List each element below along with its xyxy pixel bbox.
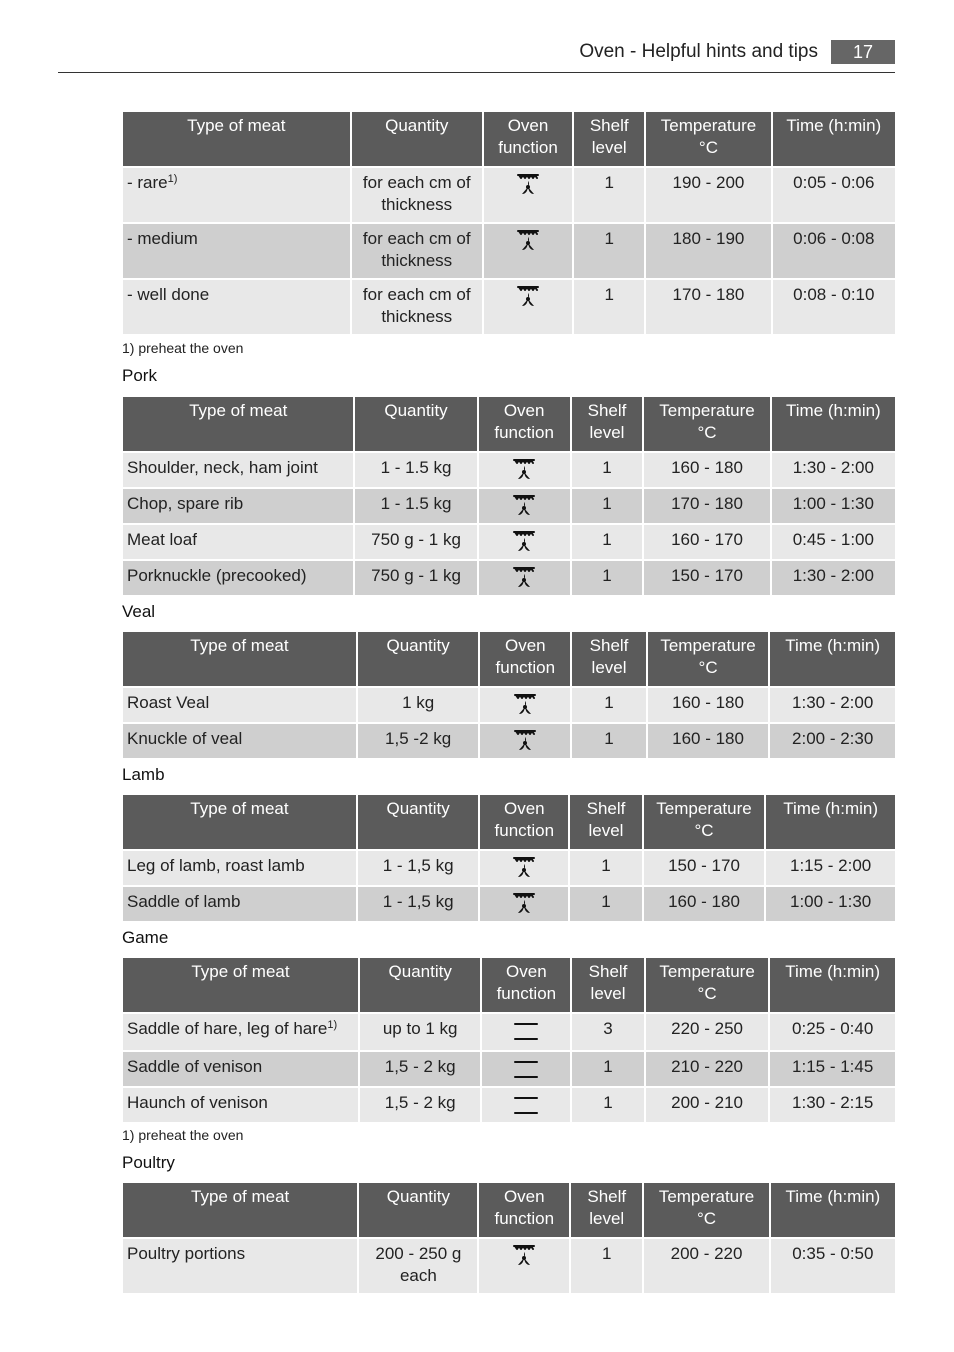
footnote: 1) preheat the oven	[122, 340, 244, 356]
pork-table	[121, 395, 897, 597]
col-quantity: Quantity	[355, 397, 476, 451]
footnote-marker: 1)	[327, 1019, 338, 1031]
col-shelf-level: Shelf level	[574, 112, 644, 166]
section-title-poultry: Poultry	[122, 1153, 175, 1172]
oven-function-cell	[479, 525, 570, 559]
page-header	[58, 38, 895, 73]
temperature-cell: 160 - 180	[648, 688, 769, 722]
meat-type-cell: - medium	[123, 224, 350, 278]
col-temperature: Temperature °C	[646, 958, 769, 1012]
temperature-cell: 200 - 220	[644, 1239, 768, 1293]
game-table	[121, 956, 897, 1124]
col-quantity: Quantity	[352, 112, 482, 166]
table-row	[123, 168, 895, 222]
shelf-level-cell: 1	[572, 724, 646, 758]
shelf-level-cell: 1	[572, 453, 643, 487]
col-temperature: Temperature °C	[644, 1183, 768, 1237]
time-cell: 0:06 - 0:08	[773, 224, 895, 278]
shelf-level-cell: 1	[572, 561, 643, 595]
meat-type-cell: Saddle of venison	[123, 1052, 358, 1086]
col-shelf-level: Shelf level	[571, 1183, 642, 1237]
table-row	[123, 688, 895, 722]
oven-function-cell	[479, 1239, 569, 1293]
meat-type-cell: Roast Veal	[123, 688, 356, 722]
page-title: Oven - Helpful hints and tips	[579, 41, 818, 62]
table-row	[123, 887, 895, 921]
col-oven-function: Oven function	[479, 397, 570, 451]
table-row	[123, 851, 895, 885]
temperature-cell: 200 - 210	[646, 1088, 769, 1122]
time-cell: 1:30 - 2:15	[770, 1088, 895, 1122]
col-temperature: Temperature °C	[648, 632, 769, 686]
temperature-cell: 150 - 170	[644, 561, 769, 595]
shelf-level-cell: 1	[570, 851, 642, 885]
quantity-cell: 1,5 - 2 kg	[360, 1052, 481, 1086]
col-shelf-level: Shelf level	[572, 397, 643, 451]
quantity-cell: 1 - 1.5 kg	[355, 489, 476, 523]
oven-function-cell	[479, 561, 570, 595]
grill-fan-icon	[511, 855, 537, 881]
meat-type-cell: - well done	[123, 280, 350, 334]
quantity-cell: 1 - 1,5 kg	[358, 887, 479, 921]
oven-function-cell	[480, 851, 568, 885]
temperature-cell: 170 - 180	[646, 280, 770, 334]
grill-fan-icon	[512, 692, 538, 718]
poultry-table	[121, 1181, 897, 1295]
lamb-table	[121, 793, 897, 923]
time-cell: 1:30 - 2:00	[772, 453, 895, 487]
time-cell: 0:05 - 0:06	[773, 168, 895, 222]
quantity-cell: 1,5 - 2 kg	[360, 1088, 481, 1122]
shelf-level-cell: 1	[574, 168, 644, 222]
shelf-level-cell: 1	[570, 887, 642, 921]
oven-function-cell	[480, 887, 568, 921]
meat-type-cell: Meat loaf	[123, 525, 353, 559]
quantity-cell: 1 - 1,5 kg	[358, 851, 479, 885]
oven-function-cell	[479, 489, 570, 523]
table-row	[123, 724, 895, 758]
temperature-cell: 160 - 180	[644, 887, 765, 921]
quantity-cell: 1 kg	[358, 688, 479, 722]
footnote: 1) preheat the oven	[122, 1127, 244, 1143]
meat-type-cell: Saddle of hare, leg of hare$^{1)}$	[123, 1014, 358, 1050]
grill-fan-icon	[511, 529, 537, 555]
shelf-level-cell: 1	[572, 489, 643, 523]
col-quantity: Quantity	[359, 1183, 477, 1237]
col-shelf-level: Shelf level	[572, 958, 644, 1012]
col-type-of-meat: Type of meat	[123, 632, 356, 686]
col-type-of-meat: Type of meat	[123, 958, 358, 1012]
meat-type-cell: Shoulder, neck, ham joint	[123, 453, 353, 487]
quantity-cell: 1,5 -2 kg	[358, 724, 479, 758]
col-time: Time (h:min)	[771, 1183, 895, 1237]
oven-function-cell	[479, 453, 570, 487]
oven-function-cell	[484, 224, 572, 278]
col-time: Time (h:min)	[770, 632, 895, 686]
grill-fan-icon	[511, 493, 537, 519]
col-time: Time (h:min)	[770, 958, 895, 1012]
time-cell: 0:35 - 0:50	[771, 1239, 895, 1293]
meat-type-cell: - rare$^{1)}$	[123, 168, 350, 222]
temperature-cell: 150 - 170	[644, 851, 765, 885]
table-row	[123, 561, 895, 595]
temperature-cell: 210 - 220	[646, 1052, 769, 1086]
col-oven-function: Oven function	[484, 112, 572, 166]
table-row	[123, 1052, 895, 1086]
page-number: 17	[831, 40, 895, 64]
meat-type-cell: Porknuckle (precooked)	[123, 561, 353, 595]
grill-fan-icon	[515, 172, 541, 198]
col-oven-function: Oven function	[479, 1183, 569, 1237]
shelf-level-cell: 1	[571, 1239, 642, 1293]
veal-table	[121, 630, 897, 760]
table-row	[123, 525, 895, 559]
quantity-cell: 750 g - 1 kg	[355, 561, 476, 595]
quantity-cell: 200 - 250 g each	[359, 1239, 477, 1293]
col-shelf-level: Shelf level	[572, 632, 646, 686]
meat-type-cell: Chop, spare rib	[123, 489, 353, 523]
col-shelf-level: Shelf level	[570, 795, 642, 849]
col-oven-function: Oven function	[482, 958, 570, 1012]
oven-function-cell	[484, 168, 572, 222]
grill-fan-icon	[515, 228, 541, 254]
top-bottom-heat-icon	[513, 1092, 539, 1118]
shelf-level-cell: 1	[572, 688, 646, 722]
quantity-cell: for each cm of thickness	[352, 224, 482, 278]
shelf-level-cell: 1	[572, 1088, 644, 1122]
time-cell: 0:08 - 0:10	[773, 280, 895, 334]
temperature-cell: 170 - 180	[644, 489, 769, 523]
table-row	[123, 224, 895, 278]
quantity-cell: for each cm of thickness	[352, 168, 482, 222]
meat-type-cell: Knuckle of veal	[123, 724, 356, 758]
meat-type-cell: Haunch of venison	[123, 1088, 358, 1122]
col-oven-function: Oven function	[480, 795, 568, 849]
grill-fan-icon	[511, 457, 537, 483]
col-time: Time (h:min)	[773, 112, 895, 166]
oven-function-cell	[482, 1014, 570, 1050]
time-cell: 1:30 - 2:00	[770, 688, 895, 722]
shelf-level-cell: 3	[572, 1014, 644, 1050]
shelf-level-cell: 1	[572, 1052, 644, 1086]
section-title-veal: Veal	[122, 602, 156, 621]
temperature-cell: 220 - 250	[646, 1014, 769, 1050]
col-oven-function: Oven function	[480, 632, 570, 686]
quantity-cell: 1 - 1.5 kg	[355, 453, 476, 487]
shelf-level-cell: 1	[574, 280, 644, 334]
time-cell: 2:00 - 2:30	[770, 724, 895, 758]
col-type-of-meat: Type of meat	[123, 1183, 357, 1237]
time-cell: 0:45 - 1:00	[772, 525, 895, 559]
grill-fan-icon	[511, 891, 537, 917]
col-temperature: Temperature °C	[646, 112, 770, 166]
time-cell: 1:00 - 1:30	[772, 489, 895, 523]
col-temperature: Temperature °C	[644, 397, 769, 451]
col-type-of-meat: Type of meat	[123, 795, 356, 849]
time-cell: 1:15 - 1:45	[770, 1052, 895, 1086]
col-quantity: Quantity	[358, 632, 479, 686]
table-row	[123, 489, 895, 523]
section-title-game: Game	[122, 928, 169, 947]
beef-table	[121, 110, 897, 336]
grill-fan-icon	[515, 284, 541, 310]
section-title-pork: Pork	[122, 366, 157, 385]
top-bottom-heat-icon	[513, 1056, 539, 1082]
oven-function-cell	[480, 724, 570, 758]
quantity-cell: up to 1 kg	[360, 1014, 481, 1050]
col-quantity: Quantity	[360, 958, 481, 1012]
oven-function-cell	[482, 1052, 570, 1086]
col-time: Time (h:min)	[766, 795, 895, 849]
temperature-cell: 160 - 180	[648, 724, 769, 758]
grill-fan-icon	[511, 1243, 537, 1269]
shelf-level-cell: 1	[574, 224, 644, 278]
table-row	[123, 453, 895, 487]
grill-fan-icon	[512, 728, 538, 754]
table-row	[123, 1088, 895, 1122]
footnote-marker: 1)	[167, 173, 178, 185]
col-quantity: Quantity	[358, 795, 479, 849]
temperature-cell: 160 - 170	[644, 525, 769, 559]
col-temperature: Temperature °C	[644, 795, 765, 849]
col-time: Time (h:min)	[772, 397, 895, 451]
oven-function-cell	[482, 1088, 570, 1122]
meat-type-cell: Poultry portions	[123, 1239, 357, 1293]
time-cell: 1:30 - 2:00	[772, 561, 895, 595]
table-row	[123, 280, 895, 334]
quantity-cell: 750 g - 1 kg	[355, 525, 476, 559]
col-type-of-meat: Type of meat	[123, 112, 350, 166]
oven-function-cell	[484, 280, 572, 334]
temperature-cell: 160 - 180	[644, 453, 769, 487]
time-cell: 1:00 - 1:30	[766, 887, 895, 921]
time-cell: 1:15 - 2:00	[766, 851, 895, 885]
col-type-of-meat: Type of meat	[123, 397, 353, 451]
time-cell: 0:25 - 0:40	[770, 1014, 895, 1050]
table-row	[123, 1014, 895, 1050]
quantity-cell: for each cm of thickness	[352, 280, 482, 334]
section-title-lamb: Lamb	[122, 765, 165, 784]
top-bottom-heat-icon	[513, 1018, 539, 1044]
temperature-cell: 190 - 200	[646, 168, 770, 222]
oven-function-cell	[480, 688, 570, 722]
meat-type-cell: Saddle of lamb	[123, 887, 356, 921]
table-row	[123, 1239, 895, 1293]
meat-type-cell: Leg of lamb, roast lamb	[123, 851, 356, 885]
grill-fan-icon	[511, 565, 537, 591]
shelf-level-cell: 1	[572, 525, 643, 559]
temperature-cell: 180 - 190	[646, 224, 770, 278]
